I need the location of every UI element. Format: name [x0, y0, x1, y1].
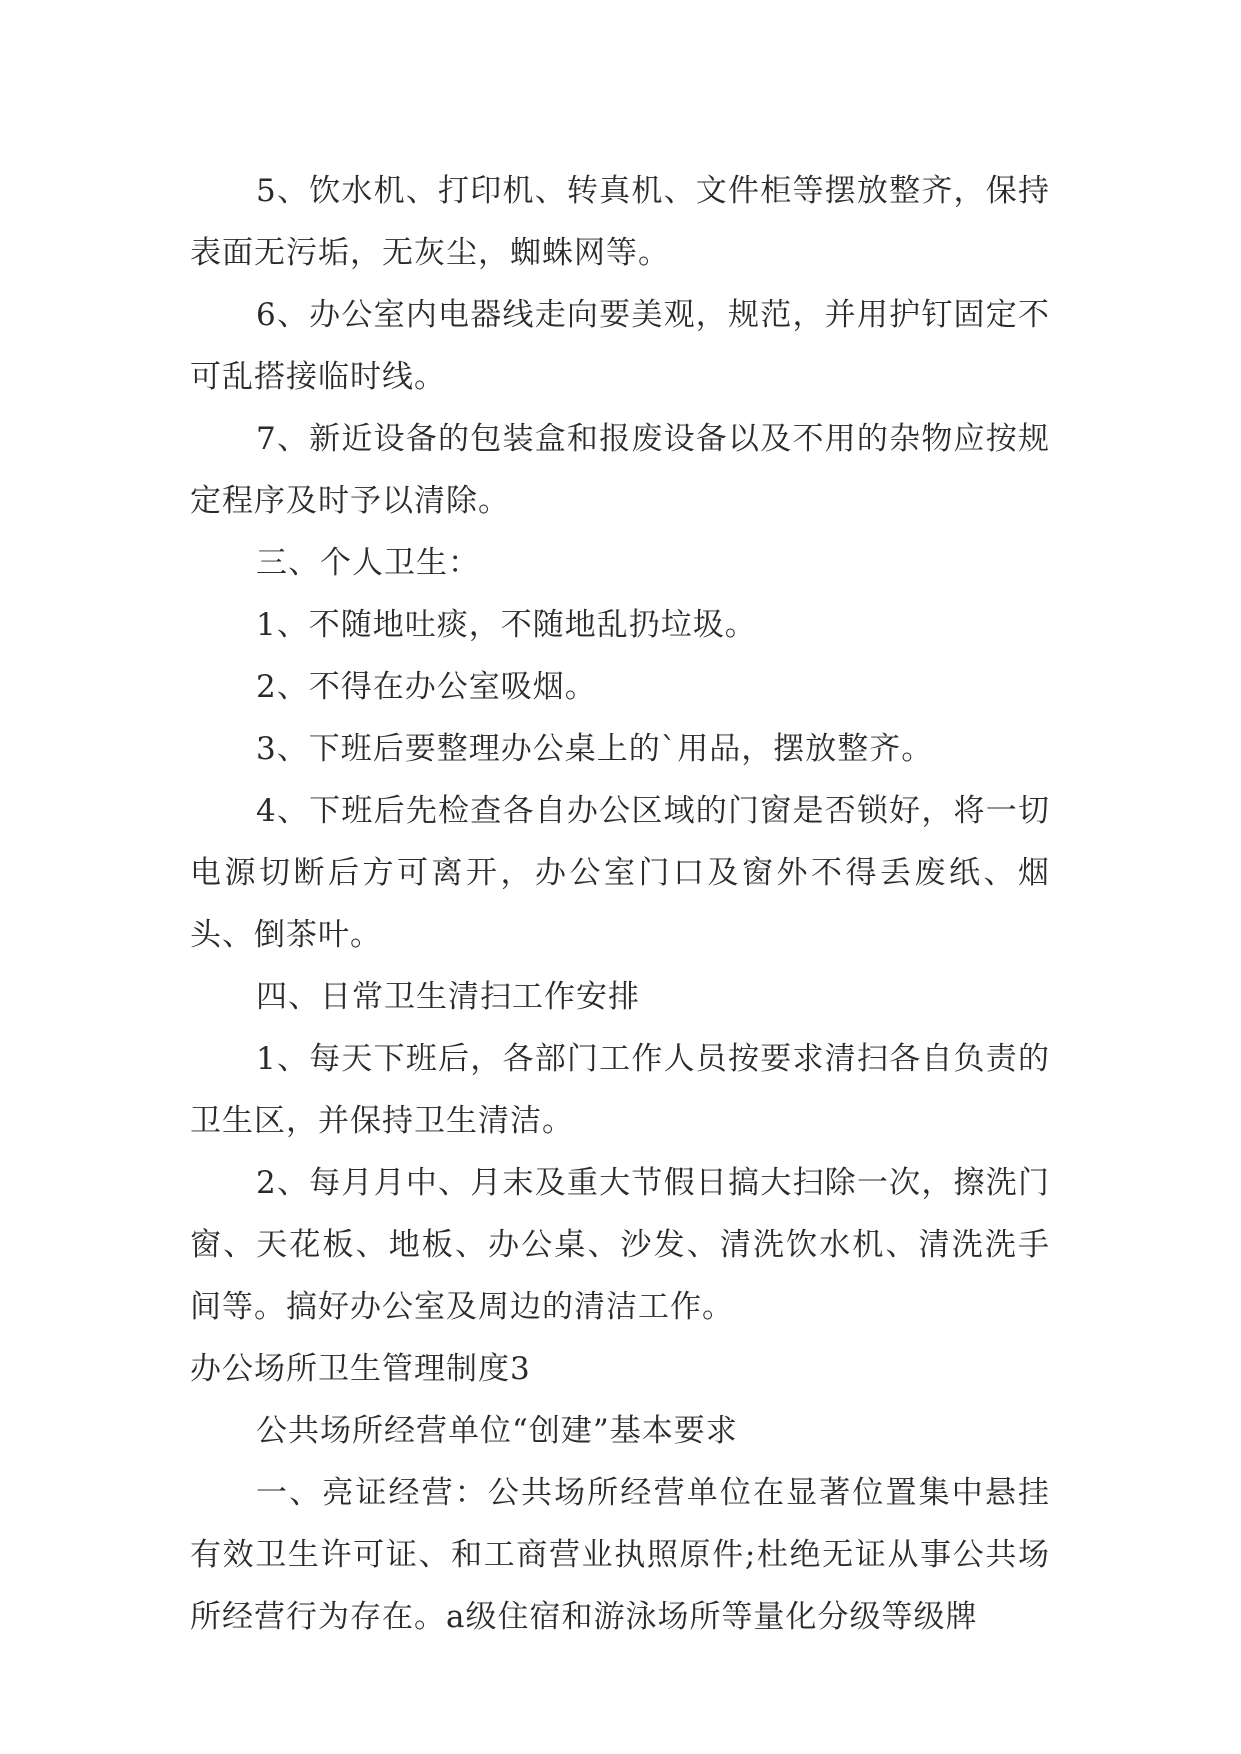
paragraph-personal-3: 3、下班后要整理办公桌上的`用品，摆放整齐。	[256, 731, 934, 767]
section-heading-personal-hygiene: 三、个人卫生：	[256, 545, 480, 581]
paragraph-item-5: 5、饮水机、打印机、转真机、文件柜等摆放整齐，保持表面无污垢，无灰尘，蜘蛛网等。	[190, 173, 1050, 271]
paragraph-public-places-title: 公共场所经营单位“创建”基本要求	[256, 1413, 738, 1449]
paragraph-cleaning-2: 2、每月月中、月末及重大节假日搞大扫除一次，擦洗门窗、天花板、地板、办公桌、沙发、清洗饮水机、清洗洗手间等。搞好办公室及周边的清洁工作。	[190, 1165, 1050, 1325]
paragraph-personal-1: 1、不随地吐痰，不随地乱扔垃圾。	[256, 607, 757, 643]
paragraph-item-6: 6、办公室内电器线走向要美观，规范，并用护钉固定不可乱搭接临时线。	[190, 297, 1050, 395]
paragraph-cleaning-1: 1、每天下班后，各部门工作人员按要求清扫各自负责的卫生区，并保持卫生清洁。	[190, 1041, 1050, 1139]
section-title: 办公场所卫生管理制度3	[190, 1351, 531, 1387]
paragraph-item-7: 7、新近设备的包装盒和报废设备以及不用的杂物应按规定程序及时予以清除。	[190, 421, 1050, 519]
section-heading-daily-cleaning: 四、日常卫生清扫工作安排	[256, 979, 640, 1015]
paragraph-personal-4: 4、下班后先检查各自办公区域的门窗是否锁好，将一切电源切断后方可离开，办公室门口及窗外不得丢废纸、烟头、倒茶叶。	[190, 793, 1050, 953]
paragraph-personal-2: 2、不得在办公室吸烟。	[256, 669, 597, 705]
document-body	[190, 160, 1050, 1648]
paragraph-license-display: 一、亮证经营：公共场所经营单位在显著位置集中悬挂有效卫生许可证、和工商营业执照原件;杜绝无证从事公共场所经营行为存在。a级住宿和游泳场所等量化分级等级牌	[190, 1475, 1050, 1635]
